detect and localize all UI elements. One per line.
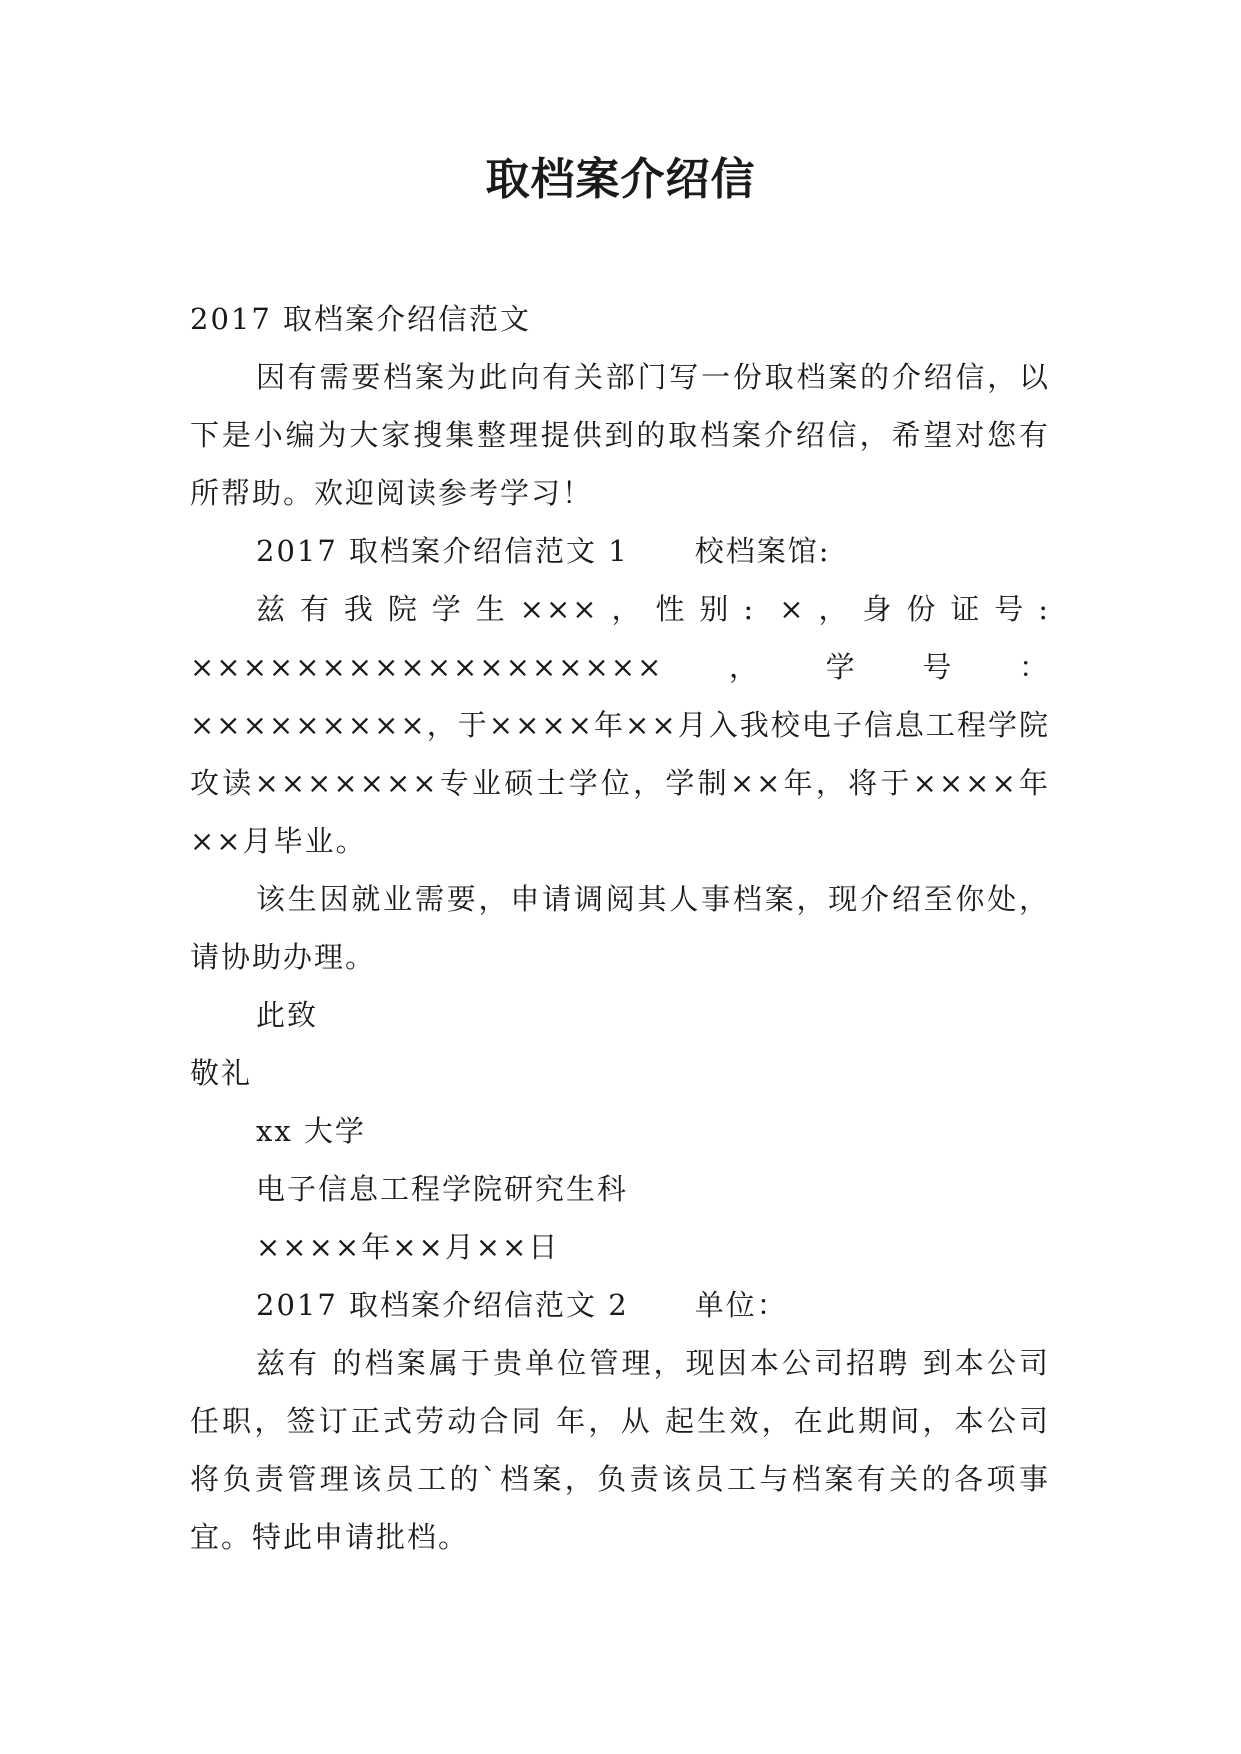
paragraph-sample2-heading [190,1276,1050,1334]
sample1-recipient: 校档案馆: [694,534,831,568]
paragraph-intro: 因有需要档案为此向有关部门写一份取档案的介绍信，以下是小编为大家搜集整理提供到的取档案介绍信，希望对您有所帮助。欢迎阅读参考学习！ [190,360,1050,510]
sample2-title: 2017 取档案介绍信范文 2 [256,1288,629,1322]
document-body [190,290,1050,1566]
paragraph-sample1-heading [190,522,1050,580]
paragraph-subtitle: 2017 取档案介绍信范文 [190,302,532,336]
paragraph-closing: 此致 [256,998,319,1032]
document-title: 取档案介绍信 [485,154,756,205]
paragraph-department: 电子信息工程学院研究生科 [256,1172,629,1206]
paragraph-student-info: 兹有我院学生×××，性别: ×，身份证号: ××××××××××××××××××，学号：×××××××××，于××××年××月入我校电子信息工程学院攻读×××××××专业硕士学位，学制××年，将于××××年××月毕业。 [190,592,1050,858]
paragraph-request: 该生因就业需要，申请调阅其人事档案，现介绍至你处，请协助办理。 [190,882,1050,974]
paragraph-salute: 敬礼 [190,1056,253,1090]
paragraph-sample2-body: 兹有 的档案属于贵单位管理，现因本公司招聘 到本公司任职，签订正式劳动合同 年，从 起生效，在此期间，本公司 将负责管理该员工的`档案，负责该员工与档案有关的各项事宜。特此申请批档。 [190,1346,1050,1554]
paragraph-university: xx 大学 [256,1114,366,1148]
sample2-recipient: 单位： [694,1288,788,1322]
sample1-title: 2017 取档案介绍信范文 1 [256,534,629,568]
paragraph-date: ××××年××月××日 [256,1230,560,1264]
